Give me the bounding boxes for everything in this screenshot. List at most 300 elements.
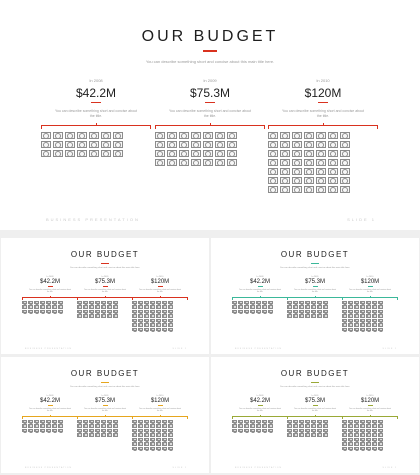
dollar-bill-icon bbox=[22, 310, 27, 314]
dollar-bill-icon bbox=[150, 438, 155, 442]
dollar-bill-icon bbox=[244, 429, 249, 433]
dollar-bill-icon bbox=[132, 433, 137, 437]
dollar-bill-icon bbox=[65, 150, 75, 157]
slide-number: SLIDE 1 bbox=[172, 348, 187, 350]
bracket-icon bbox=[342, 297, 398, 299]
dollar-bill-icon bbox=[28, 305, 33, 309]
dollar-bill-icon bbox=[366, 310, 371, 314]
dollar-bill-icon bbox=[34, 310, 39, 314]
dollar-bill-icon bbox=[107, 429, 112, 433]
budget-column-1 bbox=[232, 276, 288, 313]
budget-column-1 bbox=[22, 276, 78, 313]
dollar-bill-icon bbox=[156, 314, 161, 318]
slide-thumbnail-4[interactable] bbox=[211, 357, 419, 473]
dollar-bill-icon bbox=[144, 305, 149, 309]
slide-number: SLIDE 1 bbox=[382, 467, 397, 469]
dollar-bill-icon bbox=[378, 323, 383, 327]
dollar-bill-icon bbox=[268, 310, 273, 314]
budget-year: In 2009 bbox=[311, 395, 319, 397]
dollar-bill-icon bbox=[77, 150, 87, 157]
dollar-bill-icon bbox=[311, 301, 316, 305]
dollar-bill-icon bbox=[155, 159, 165, 166]
dollar-bill-icon bbox=[144, 319, 149, 323]
dollar-bill-icon bbox=[262, 424, 267, 428]
dollar-bill-icon bbox=[366, 323, 371, 327]
dollar-bill-icon bbox=[162, 310, 167, 314]
dollar-bill-icon bbox=[113, 150, 123, 157]
dollar-bill-icon bbox=[34, 305, 39, 309]
budget-amount: $42.2M bbox=[39, 398, 60, 404]
dollar-bill-icon bbox=[354, 438, 359, 442]
dollar-bill-icon bbox=[28, 429, 33, 433]
dollar-bill-icon bbox=[378, 438, 383, 442]
dollar-bill-icon bbox=[323, 420, 328, 424]
dollar-bill-icon bbox=[268, 168, 278, 175]
dollar-bill-icon bbox=[22, 301, 27, 305]
dollar-bill-icon bbox=[268, 159, 278, 166]
dollar-bill-icon bbox=[340, 132, 350, 139]
dollar-bill-icon bbox=[328, 141, 338, 148]
dollar-bill-icon bbox=[150, 442, 155, 446]
bracket-icon bbox=[287, 297, 343, 299]
dollar-bill-icon bbox=[162, 447, 167, 451]
dollar-bill-icon bbox=[65, 141, 75, 148]
dollar-bill-icon bbox=[366, 442, 371, 446]
dollar-bill-icon bbox=[40, 301, 45, 305]
budget-column-1 bbox=[41, 78, 151, 157]
dollar-bill-icon bbox=[150, 433, 155, 437]
dollar-bill-icon bbox=[95, 305, 100, 309]
dollar-bill-icon bbox=[162, 319, 167, 323]
dollar-bill-icon bbox=[304, 141, 314, 148]
dollar-bill-icon bbox=[162, 438, 167, 442]
dollar-bill-icon bbox=[77, 132, 87, 139]
dollar-bill-icon bbox=[238, 429, 243, 433]
dollar-bill-icon bbox=[156, 319, 161, 323]
slide-thumbnail-3[interactable] bbox=[1, 357, 209, 473]
dollar-bill-icon bbox=[58, 301, 63, 305]
bracket-icon bbox=[77, 416, 133, 418]
dollar-bill-icon bbox=[144, 433, 149, 437]
dollar-bill-icon bbox=[113, 314, 118, 318]
slide-subtitle: You can describe something short and concise about this main title here. bbox=[69, 386, 141, 388]
dollar-bill-icon bbox=[34, 424, 39, 428]
slide-subtitle: You can describe something short and concise about this main title here. bbox=[145, 59, 275, 64]
dollar-bill-icon bbox=[348, 429, 353, 433]
dollar-bill-icon bbox=[144, 420, 149, 424]
bill-grid bbox=[342, 301, 398, 332]
bill-grid bbox=[268, 132, 378, 193]
dollar-bill-icon bbox=[53, 141, 63, 148]
dollar-bill-icon bbox=[156, 429, 161, 433]
dollar-bill-icon bbox=[144, 447, 149, 451]
dollar-bill-icon bbox=[378, 328, 383, 332]
dollar-bill-icon bbox=[89, 310, 94, 314]
dollar-bill-icon bbox=[107, 314, 112, 318]
dollar-bill-icon bbox=[328, 132, 338, 139]
dollar-bill-icon bbox=[215, 132, 225, 139]
slide-number: SLIDE 1 bbox=[382, 348, 397, 350]
dollar-bill-icon bbox=[317, 314, 322, 318]
dollar-bill-icon bbox=[168, 438, 173, 442]
slide-thumbnail-2[interactable] bbox=[211, 238, 419, 354]
dollar-bill-icon bbox=[311, 424, 316, 428]
slide-subtitle: You can describe something short and concise about this main title here. bbox=[69, 267, 141, 269]
dollar-bill-icon bbox=[293, 305, 298, 309]
dollar-bill-icon bbox=[360, 442, 365, 446]
dollar-bill-icon bbox=[168, 447, 173, 451]
dollar-bill-icon bbox=[238, 301, 243, 305]
budget-amount: $75.3M bbox=[189, 86, 231, 100]
dollar-bill-icon bbox=[311, 314, 316, 318]
dollar-bill-icon bbox=[138, 319, 143, 323]
dollar-bill-icon bbox=[101, 150, 111, 157]
dollar-bill-icon bbox=[366, 305, 371, 309]
dollar-bill-icon bbox=[138, 429, 143, 433]
dollar-bill-icon bbox=[340, 141, 350, 148]
dollar-bill-icon bbox=[354, 314, 359, 318]
dollar-bill-icon bbox=[144, 442, 149, 446]
dollar-bill-icon bbox=[89, 433, 94, 437]
dollar-bill-icon bbox=[342, 305, 347, 309]
dollar-bill-icon bbox=[52, 420, 57, 424]
dollar-bill-icon bbox=[77, 301, 82, 305]
dollar-bill-icon bbox=[138, 424, 143, 428]
dollar-bill-icon bbox=[101, 141, 111, 148]
dollar-bill-icon bbox=[372, 442, 377, 446]
dollar-bill-icon bbox=[342, 424, 347, 428]
dollar-bill-icon bbox=[107, 305, 112, 309]
dollar-bill-icon bbox=[366, 319, 371, 323]
budget-year: In 2008 bbox=[89, 78, 103, 83]
dollar-bill-icon bbox=[292, 159, 302, 166]
dollar-bill-icon bbox=[360, 447, 365, 451]
dollar-bill-icon bbox=[138, 438, 143, 442]
bill-grid bbox=[155, 132, 265, 166]
dollar-bill-icon bbox=[280, 150, 290, 157]
dollar-bill-icon bbox=[262, 420, 267, 424]
budget-column-2 bbox=[155, 78, 265, 166]
budget-amount: $75.3M bbox=[94, 279, 115, 285]
dollar-bill-icon bbox=[372, 319, 377, 323]
dollar-bill-icon bbox=[299, 424, 304, 428]
dollar-bill-icon bbox=[268, 150, 278, 157]
budget-description: You can describe something short and concise about the title. bbox=[169, 109, 251, 118]
dollar-bill-icon bbox=[317, 310, 322, 314]
dollar-bill-icon bbox=[348, 424, 353, 428]
dollar-bill-icon bbox=[227, 150, 237, 157]
title-accent-bar bbox=[101, 382, 109, 383]
slide-title: OUR BUDGET bbox=[141, 28, 279, 45]
dollar-bill-icon bbox=[372, 424, 377, 428]
dollar-bill-icon bbox=[113, 424, 118, 428]
amount-accent-bar bbox=[313, 405, 318, 406]
dollar-bill-icon bbox=[40, 305, 45, 309]
dollar-bill-icon bbox=[58, 420, 63, 424]
dollar-bill-icon bbox=[107, 424, 112, 428]
dollar-bill-icon bbox=[323, 314, 328, 318]
dollar-bill-icon bbox=[342, 319, 347, 323]
dollar-bill-icon bbox=[280, 168, 290, 175]
dollar-bill-icon bbox=[28, 310, 33, 314]
dollar-bill-icon bbox=[41, 141, 51, 148]
main-slide[interactable] bbox=[0, 0, 420, 230]
dollar-bill-icon bbox=[316, 159, 326, 166]
dollar-bill-icon bbox=[162, 301, 167, 305]
budget-description: You can describe something short and concise about the title. bbox=[55, 109, 137, 118]
budget-year: In 2010 bbox=[156, 276, 164, 278]
dollar-bill-icon bbox=[22, 429, 27, 433]
amount-accent-bar bbox=[205, 102, 215, 103]
dollar-bill-icon bbox=[232, 429, 237, 433]
dollar-bill-icon bbox=[156, 447, 161, 451]
dollar-bill-icon bbox=[162, 429, 167, 433]
dollar-bill-icon bbox=[101, 132, 111, 139]
budget-amount: $120M bbox=[150, 279, 170, 285]
dollar-bill-icon bbox=[317, 305, 322, 309]
dollar-bill-icon bbox=[113, 301, 118, 305]
budget-description: You can describe something short and concise about the title. bbox=[238, 289, 282, 294]
dollar-bill-icon bbox=[348, 305, 353, 309]
dollar-bill-icon bbox=[323, 429, 328, 433]
dollar-bill-icon bbox=[256, 301, 261, 305]
dollar-bill-icon bbox=[156, 438, 161, 442]
dollar-bill-icon bbox=[311, 305, 316, 309]
bracket-icon bbox=[77, 297, 133, 299]
bill-grid bbox=[287, 420, 343, 437]
dollar-bill-icon bbox=[360, 433, 365, 437]
dollar-bill-icon bbox=[132, 305, 137, 309]
slide-title: OUR BUDGET bbox=[70, 250, 140, 259]
dollar-bill-icon bbox=[268, 305, 273, 309]
dollar-bill-icon bbox=[132, 438, 137, 442]
bracket-icon bbox=[132, 297, 188, 299]
dollar-bill-icon bbox=[46, 424, 51, 428]
dollar-bill-icon bbox=[287, 424, 292, 428]
dollar-bill-icon bbox=[238, 424, 243, 428]
dollar-bill-icon bbox=[191, 132, 201, 139]
dollar-bill-icon bbox=[168, 420, 173, 424]
dollar-bill-icon bbox=[95, 420, 100, 424]
slide-title: OUR BUDGET bbox=[70, 369, 140, 378]
dollar-bill-icon bbox=[354, 328, 359, 332]
budget-amount: $120M bbox=[304, 86, 342, 100]
dollar-bill-icon bbox=[293, 433, 298, 437]
dollar-bill-icon bbox=[372, 323, 377, 327]
dollar-bill-icon bbox=[113, 433, 118, 437]
dollar-bill-icon bbox=[360, 429, 365, 433]
bracket-icon bbox=[22, 297, 78, 299]
budget-amount: $75.3M bbox=[94, 398, 115, 404]
budget-description: You can describe something short and concise about the title. bbox=[138, 408, 182, 413]
dollar-bill-icon bbox=[83, 301, 88, 305]
budget-column-2 bbox=[77, 395, 133, 437]
budget-description: You can describe something short and concise about the title. bbox=[293, 408, 337, 413]
amount-accent-bar bbox=[158, 405, 163, 406]
dollar-bill-icon bbox=[317, 301, 322, 305]
dollar-bill-icon bbox=[150, 323, 155, 327]
dollar-bill-icon bbox=[53, 150, 63, 157]
dollar-bill-icon bbox=[95, 301, 100, 305]
dollar-bill-icon bbox=[304, 132, 314, 139]
dollar-bill-icon bbox=[144, 314, 149, 318]
dollar-bill-icon bbox=[292, 177, 302, 184]
dollar-bill-icon bbox=[366, 301, 371, 305]
dollar-bill-icon bbox=[354, 301, 359, 305]
dollar-bill-icon bbox=[348, 447, 353, 451]
budget-year: In 2010 bbox=[316, 78, 330, 83]
dollar-bill-icon bbox=[95, 429, 100, 433]
budget-year: In 2008 bbox=[46, 276, 54, 278]
dollar-bill-icon bbox=[65, 132, 75, 139]
budget-amount: $75.3M bbox=[304, 398, 325, 404]
dollar-bill-icon bbox=[342, 301, 347, 305]
dollar-bill-icon bbox=[305, 305, 310, 309]
dollar-bill-icon bbox=[144, 310, 149, 314]
dollar-bill-icon bbox=[46, 301, 51, 305]
budget-year: In 2008 bbox=[256, 276, 264, 278]
dollar-bill-icon bbox=[354, 420, 359, 424]
dollar-bill-icon bbox=[293, 420, 298, 424]
dollar-bill-icon bbox=[342, 442, 347, 446]
dollar-bill-icon bbox=[138, 301, 143, 305]
dollar-bill-icon bbox=[144, 438, 149, 442]
dollar-bill-icon bbox=[305, 433, 310, 437]
dollar-bill-icon bbox=[287, 301, 292, 305]
dollar-bill-icon bbox=[305, 310, 310, 314]
dollar-bill-icon bbox=[340, 168, 350, 175]
dollar-bill-icon bbox=[168, 323, 173, 327]
dollar-bill-icon bbox=[52, 429, 57, 433]
dollar-bill-icon bbox=[268, 177, 278, 184]
bill-grid bbox=[41, 132, 151, 157]
dollar-bill-icon bbox=[232, 301, 237, 305]
dollar-bill-icon bbox=[101, 429, 106, 433]
dollar-bill-icon bbox=[299, 433, 304, 437]
dollar-bill-icon bbox=[366, 328, 371, 332]
dollar-bill-icon bbox=[95, 314, 100, 318]
dollar-bill-icon bbox=[360, 319, 365, 323]
dollar-bill-icon bbox=[150, 420, 155, 424]
dollar-bill-icon bbox=[215, 159, 225, 166]
dollar-bill-icon bbox=[342, 323, 347, 327]
bill-grid bbox=[132, 301, 188, 332]
dollar-bill-icon bbox=[360, 305, 365, 309]
dollar-bill-icon bbox=[232, 305, 237, 309]
dollar-bill-icon bbox=[203, 132, 213, 139]
dollar-bill-icon bbox=[328, 150, 338, 157]
dollar-bill-icon bbox=[311, 310, 316, 314]
bracket-icon bbox=[155, 125, 265, 128]
dollar-bill-icon bbox=[150, 301, 155, 305]
dollar-bill-icon bbox=[156, 420, 161, 424]
dollar-bill-icon bbox=[328, 159, 338, 166]
dollar-bill-icon bbox=[250, 429, 255, 433]
dollar-bill-icon bbox=[138, 328, 143, 332]
bill-grid bbox=[22, 420, 78, 433]
dollar-bill-icon bbox=[348, 314, 353, 318]
dollar-bill-icon bbox=[150, 310, 155, 314]
dollar-bill-icon bbox=[304, 168, 314, 175]
dollar-bill-icon bbox=[89, 301, 94, 305]
dollar-bill-icon bbox=[293, 301, 298, 305]
dollar-bill-icon bbox=[323, 433, 328, 437]
dollar-bill-icon bbox=[58, 424, 63, 428]
dollar-bill-icon bbox=[162, 323, 167, 327]
dollar-bill-icon bbox=[83, 433, 88, 437]
budget-year: In 2008 bbox=[46, 395, 54, 397]
dollar-bill-icon bbox=[215, 141, 225, 148]
dollar-bill-icon bbox=[268, 424, 273, 428]
dollar-bill-icon bbox=[280, 132, 290, 139]
dollar-bill-icon bbox=[268, 420, 273, 424]
slide-thumbnail-1[interactable] bbox=[1, 238, 209, 354]
dollar-bill-icon bbox=[305, 424, 310, 428]
dollar-bill-icon bbox=[46, 429, 51, 433]
dollar-bill-icon bbox=[348, 301, 353, 305]
dollar-bill-icon bbox=[132, 424, 137, 428]
dollar-bill-icon bbox=[156, 301, 161, 305]
budget-amount: $42.2M bbox=[249, 279, 270, 285]
dollar-bill-icon bbox=[354, 319, 359, 323]
dollar-bill-icon bbox=[101, 433, 106, 437]
dollar-bill-icon bbox=[138, 314, 143, 318]
amount-accent-bar bbox=[103, 405, 108, 406]
dollar-bill-icon bbox=[372, 310, 377, 314]
dollar-bill-icon bbox=[132, 328, 137, 332]
dollar-bill-icon bbox=[348, 433, 353, 437]
budget-description: You can describe something short and concise about the title. bbox=[83, 408, 127, 413]
dollar-bill-icon bbox=[179, 141, 189, 148]
dollar-bill-icon bbox=[167, 159, 177, 166]
dollar-bill-icon bbox=[299, 429, 304, 433]
dollar-bill-icon bbox=[342, 433, 347, 437]
dollar-bill-icon bbox=[287, 433, 292, 437]
bracket-icon bbox=[132, 416, 188, 418]
dollar-bill-icon bbox=[378, 314, 383, 318]
dollar-bill-icon bbox=[232, 310, 237, 314]
dollar-bill-icon bbox=[53, 132, 63, 139]
dollar-bill-icon bbox=[89, 132, 99, 139]
dollar-bill-icon bbox=[366, 447, 371, 451]
dollar-bill-icon bbox=[83, 305, 88, 309]
dollar-bill-icon bbox=[162, 424, 167, 428]
dollar-bill-icon bbox=[340, 177, 350, 184]
dollar-bill-icon bbox=[83, 429, 88, 433]
dollar-bill-icon bbox=[317, 429, 322, 433]
title-accent-bar bbox=[101, 263, 109, 264]
dollar-bill-icon bbox=[132, 310, 137, 314]
budget-description: You can describe something short and concise about the title. bbox=[238, 408, 282, 413]
budget-description: You can describe something short and concise about the title. bbox=[348, 408, 392, 413]
dollar-bill-icon bbox=[144, 328, 149, 332]
dollar-bill-icon bbox=[77, 424, 82, 428]
amount-accent-bar bbox=[318, 102, 328, 103]
dollar-bill-icon bbox=[305, 301, 310, 305]
dollar-bill-icon bbox=[83, 314, 88, 318]
dollar-bill-icon bbox=[150, 319, 155, 323]
dollar-bill-icon bbox=[305, 429, 310, 433]
dollar-bill-icon bbox=[287, 310, 292, 314]
amount-accent-bar bbox=[91, 102, 101, 103]
dollar-bill-icon bbox=[168, 314, 173, 318]
dollar-bill-icon bbox=[292, 150, 302, 157]
dollar-bill-icon bbox=[150, 424, 155, 428]
budget-description: You can describe something short and concise about the title. bbox=[293, 289, 337, 294]
dollar-bill-icon bbox=[305, 420, 310, 424]
dollar-bill-icon bbox=[378, 442, 383, 446]
dollar-bill-icon bbox=[299, 301, 304, 305]
